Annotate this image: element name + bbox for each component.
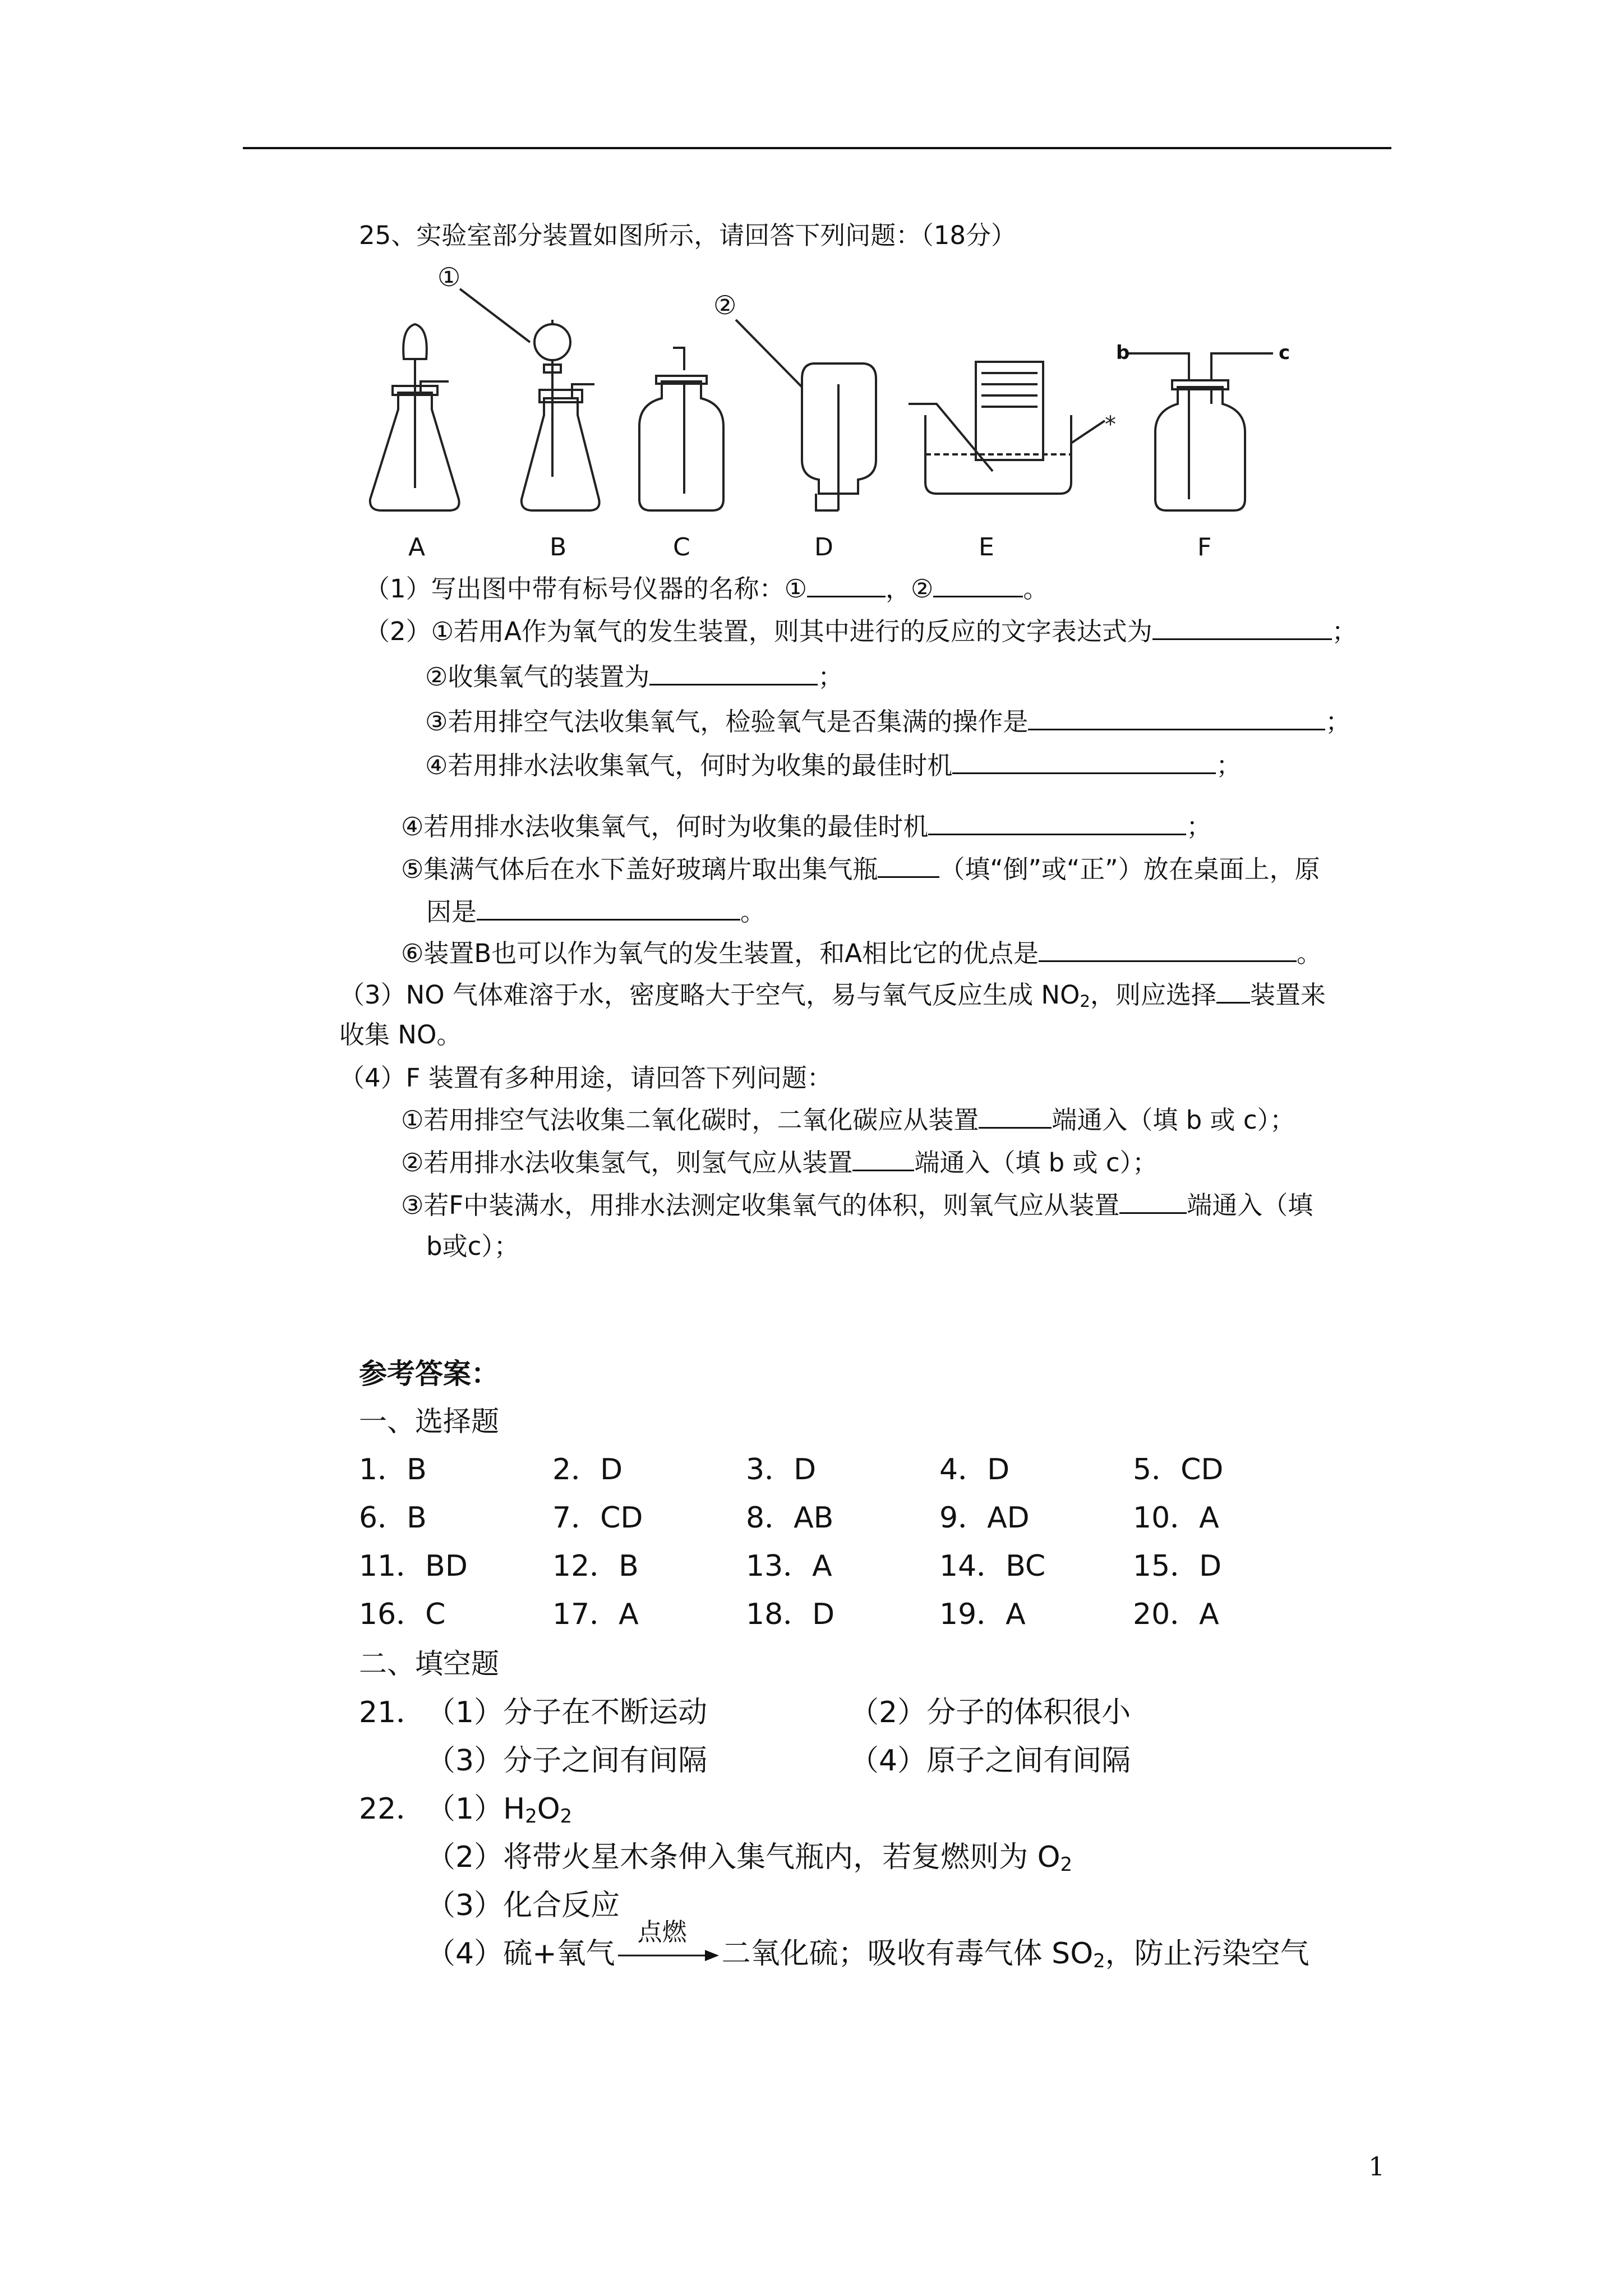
- blank-3[interactable]: [1216, 977, 1250, 1004]
- marker-1-leader: [460, 289, 530, 342]
- q-part-1: （1）写出图中带有标号仪器的名称：① ，② 。: [365, 571, 1048, 606]
- blank-2b[interactable]: [649, 659, 818, 685]
- blank-2e[interactable]: [878, 852, 939, 878]
- blank-2d[interactable]: [952, 748, 1216, 774]
- header-rule: [243, 147, 1391, 149]
- apparatus-c: [639, 348, 723, 510]
- choice-answer: 4．D: [939, 1453, 1010, 1487]
- label-e: E: [979, 533, 994, 562]
- answer-21-3: （3）分子之间有间隔: [426, 1744, 708, 1778]
- blank-2c[interactable]: [1028, 704, 1325, 730]
- q-part-2a: （2）①若用A作为氧气的发生装置，则其中进行的反应的文字表达式为 ；: [365, 614, 1357, 648]
- blank-2a[interactable]: [1152, 614, 1332, 640]
- answer-21-4: （4）原子之间有间隔: [850, 1744, 1131, 1778]
- choice-answer: 3．D: [746, 1453, 817, 1487]
- answer-22-2: （2）将带火星木条伸入集气瓶内，若复燃则为 $O_2$: [426, 1841, 1073, 1875]
- answer-21-1: （1）分子在不断运动: [426, 1696, 708, 1729]
- question-title: 25、实验室部分装置如图所示，请回答下列问题：（18分）: [359, 220, 1017, 250]
- choice-answer: 12．B: [552, 1549, 639, 1583]
- apparatus-b: [522, 320, 600, 510]
- q-part-2d: ④若用排水法收集氧气，何时为收集的最佳时机 ；: [425, 748, 1241, 783]
- svg-text:*: *: [1105, 412, 1116, 438]
- label-d: D: [814, 533, 833, 562]
- apparatus-f: [1127, 353, 1273, 510]
- blank-4b[interactable]: [852, 1145, 914, 1171]
- answers-section-2: 二、填空题: [359, 1648, 499, 1680]
- blank-4a[interactable]: [979, 1102, 1052, 1129]
- choice-answer: 18．D: [746, 1598, 835, 1631]
- reaction-arrow: 点燃: [615, 1939, 722, 1972]
- apparatus-d: [802, 364, 876, 510]
- choice-answer: 8．AB: [746, 1501, 834, 1535]
- port-b-label: b: [1116, 342, 1130, 364]
- choice-answer: 9．AD: [939, 1501, 1030, 1535]
- choice-answer: 5．CD: [1133, 1453, 1224, 1487]
- answer-22-num: 22．: [359, 1792, 426, 1826]
- choice-answer: 6．B: [359, 1501, 427, 1535]
- choice-answer: 19．A: [939, 1598, 1026, 1631]
- choice-answer: 17．A: [552, 1598, 639, 1631]
- q-part-3: （3）NO 气体难溶于水，密度略大于空气，易与氧气反应生成 $NO_2$，则应选择 装置来: [339, 977, 1326, 1018]
- q-part-2e-cont: 因是 。: [426, 894, 766, 929]
- q-part-2b: ②收集氧气的装置为 ；: [425, 659, 843, 694]
- choice-answer: 2．D: [552, 1453, 623, 1487]
- q-part-4b: ②若用排水法收集氢气，则氢气应从装置 端通入（填 b 或 c）；: [401, 1145, 1158, 1180]
- q-part-2e: ⑤集满气体后在水下盖好玻璃片取出集气瓶 （填“倒”或“正”）放在桌面上，原: [401, 852, 1320, 886]
- q-part-4: （4）F 装置有多种用途，请回答下列问题：: [339, 1063, 832, 1093]
- apparatus-e: [909, 362, 1116, 494]
- choice-answer: 16．C: [359, 1598, 446, 1631]
- blank-2d-repeat[interactable]: [928, 809, 1186, 835]
- marker-2-leader: [736, 320, 802, 387]
- answer-22-1: $(1)H_2O_2$: [426, 1792, 573, 1827]
- q-part-2d-repeat: ④若用排水法收集氧气，何时为收集的最佳时机 ；: [401, 809, 1211, 844]
- marker-1: ①: [437, 264, 461, 292]
- choice-answer: 15．D: [1133, 1549, 1222, 1583]
- port-c-label: c: [1279, 342, 1290, 364]
- q-part-4a: ①若用排空气法收集二氧化碳时，二氧化碳应从装置 端通入（填 b 或 c）；: [401, 1102, 1295, 1137]
- q-part-2c: ③若用排空气法收集氧气，检验氧气是否集满的操作是 ；: [425, 704, 1350, 739]
- answer-22-3: （3）化合反应: [426, 1889, 620, 1922]
- choice-answer: 7．CD: [552, 1501, 643, 1535]
- answer-21-row-1: 21．: [359, 1696, 426, 1729]
- choice-answer: 20．A: [1133, 1598, 1219, 1631]
- label-c: C: [673, 533, 690, 562]
- label-b: B: [550, 533, 567, 562]
- q-part-4c-cont: b或c）；: [426, 1231, 519, 1261]
- page-number: 1: [1368, 2151, 1385, 2182]
- choice-answer: 13．A: [746, 1549, 832, 1583]
- marker-2: ②: [713, 290, 737, 320]
- blank-1-2[interactable]: [933, 571, 1023, 597]
- q-part-2f: ⑥装置B也可以作为氧气的发生装置，和A相比它的优点是 。: [401, 936, 1322, 970]
- answers-heading: 参考答案：: [359, 1358, 499, 1390]
- choice-answer: 11．BD: [359, 1549, 468, 1583]
- apparatus-figure: [359, 264, 1318, 567]
- blank-1-1[interactable]: [807, 571, 886, 597]
- choice-answer: 1．B: [359, 1453, 427, 1487]
- answers-section-1: 一、选择题: [359, 1405, 499, 1438]
- label-f: F: [1197, 533, 1212, 562]
- blank-2e-reason[interactable]: [477, 894, 740, 921]
- q-part-4c: ③若F中装满水，用排水法测定收集氧气的体积，则氧气应从装置 端通入（填: [401, 1188, 1313, 1222]
- answer-21-2: （2）分子的体积很小: [850, 1696, 1131, 1729]
- answer-22-4: （4）硫+氧气 点燃 二氧化硫；吸收有毒气体 $SO_2$，防止污染空气: [426, 1918, 1310, 1972]
- blank-4c[interactable]: [1119, 1188, 1187, 1214]
- apparatus-a: [370, 324, 459, 510]
- blank-2f[interactable]: [1039, 936, 1297, 962]
- choice-answer: 14．BC: [939, 1549, 1046, 1583]
- label-a: A: [408, 533, 426, 562]
- q-part-3-cont: 收集 NO。: [339, 1020, 462, 1050]
- apparatus-svg: [359, 264, 1318, 567]
- choice-answer: 10．A: [1133, 1501, 1219, 1535]
